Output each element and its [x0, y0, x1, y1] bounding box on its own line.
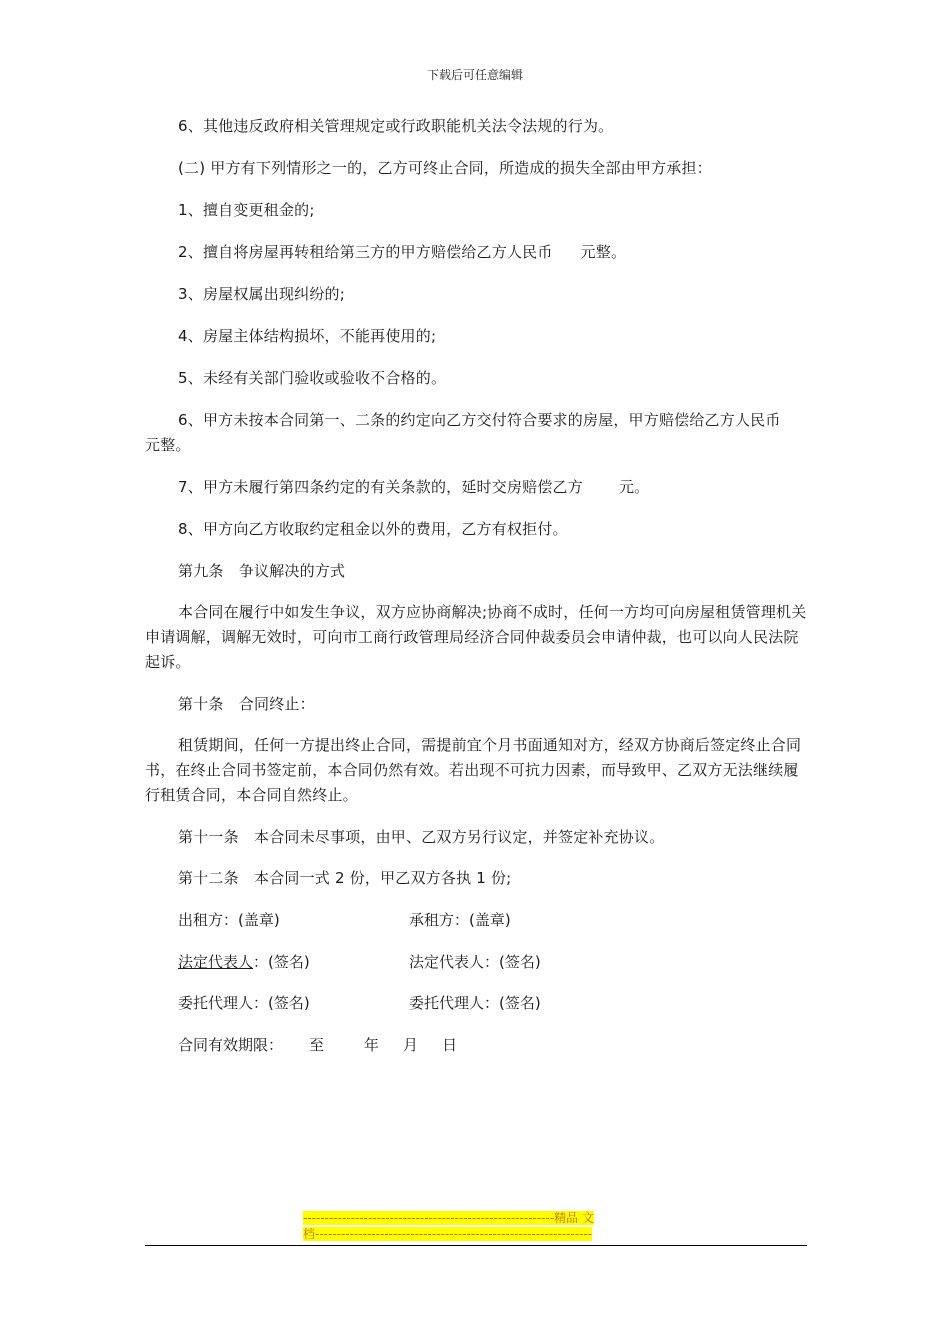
lessor-agent-sign: 委托代理人：(签名): [178, 994, 310, 1012]
signature-row-representatives: [178, 950, 541, 975]
lessee-seal: 承租方：(盖章): [409, 911, 511, 929]
clause-2-suffix: 元整。: [580, 243, 627, 261]
lessor-representative-sign: ：(签名): [253, 953, 310, 971]
article-11: 第十一条 本合同未尽事项，由甲、乙双方另行议定，并签定补充协议。: [178, 828, 665, 846]
signature-row-parties: [178, 908, 511, 933]
article-12: 第十二条 本合同一式 2 份，甲乙双方各执 1 份;: [178, 869, 512, 887]
lessee-agent-sign: 委托代理人：(签名): [409, 994, 541, 1012]
lessor-seal: 出租方：(盖章): [178, 911, 280, 929]
validity-month: 月: [403, 1036, 419, 1054]
validity-year: 年: [364, 1036, 380, 1054]
clause-6-text: 6、甲方未按本合同第一、二条的约定向乙方交付符合要求的房屋，甲方赔偿给乙方人民币: [178, 411, 781, 429]
lessee-representative-sign: 法定代表人：(签名): [409, 953, 541, 971]
article-9-heading: 第九条 争议解决的方式: [178, 562, 346, 580]
signature-row-agents: [178, 991, 541, 1016]
clause-5: 5、未经有关部门验收或验收不合格的。: [178, 369, 447, 387]
clause-7-suffix: 元。: [618, 478, 650, 496]
lessor-representative-label: 法定代表人: [178, 953, 254, 971]
contract-validity: [178, 1033, 457, 1058]
validity-label: 合同有效期限：: [178, 1036, 284, 1054]
footer-watermark: [303, 1210, 649, 1242]
validity-day: 日: [442, 1036, 458, 1054]
article-10-body: 租赁期间，任何一方提出终止合同，需提前宜个月书面通知对方，经双方协商后签定终止合同书，在终止合同书签定前，本合同仍然有效。若出现不可抗力因素，而导致甲、乙双方无法继续履行租赁合同，本合同自然终止。: [145, 736, 802, 804]
article-9-body: 本合同在履行中如发生争议，双方应协商解决;协商不成时，任何一方均可向房屋租赁管理机关申请调解，调解无效时，可向市工商行政管理局经济合同仲裁委员会申请仲裁，也可以向人民法院起诉。: [145, 603, 807, 671]
clause-8: 8、甲方向乙方收取约定租金以外的费用，乙方有权拒付。: [178, 520, 568, 538]
clause-2: [145, 240, 807, 265]
footer-line-1: ----------------------------------------------------------精品 文: [303, 1211, 594, 1225]
clause-6-other-violations: 6、其他违反政府相关管理规定或行政职能机关法令法规的行为。: [178, 117, 614, 135]
clause-6-suffix: 元整。: [145, 436, 191, 454]
clause-7: [145, 475, 807, 500]
page-header: 下载后可任意编辑: [426, 68, 523, 82]
section-2-heading: (二) 甲方有下列情形之一的，乙方可终止合同，所造成的损失全部由甲方承担：: [178, 159, 712, 177]
clause-3: 3、房屋权属出现纠纷的;: [178, 285, 345, 303]
clause-7-text: 7、甲方未履行第四条约定的有关条款的，延时交房赔偿乙方: [178, 478, 583, 496]
clause-2-text: 2、擅自将房屋再转租给第三方的甲方赔偿给乙方人民币: [178, 243, 553, 261]
article-10-heading: 第十条 合同终止：: [178, 695, 315, 713]
validity-to: 至: [309, 1036, 325, 1054]
footer-line-2: 档----------------------------------------------------------------: [303, 1227, 593, 1241]
clause-4: 4、房屋主体结构损坏，不能再使用的;: [178, 327, 437, 345]
clause-6: [145, 408, 807, 458]
footer-divider: [145, 1245, 807, 1246]
clause-1: 1、擅自变更租金的;: [178, 201, 315, 219]
